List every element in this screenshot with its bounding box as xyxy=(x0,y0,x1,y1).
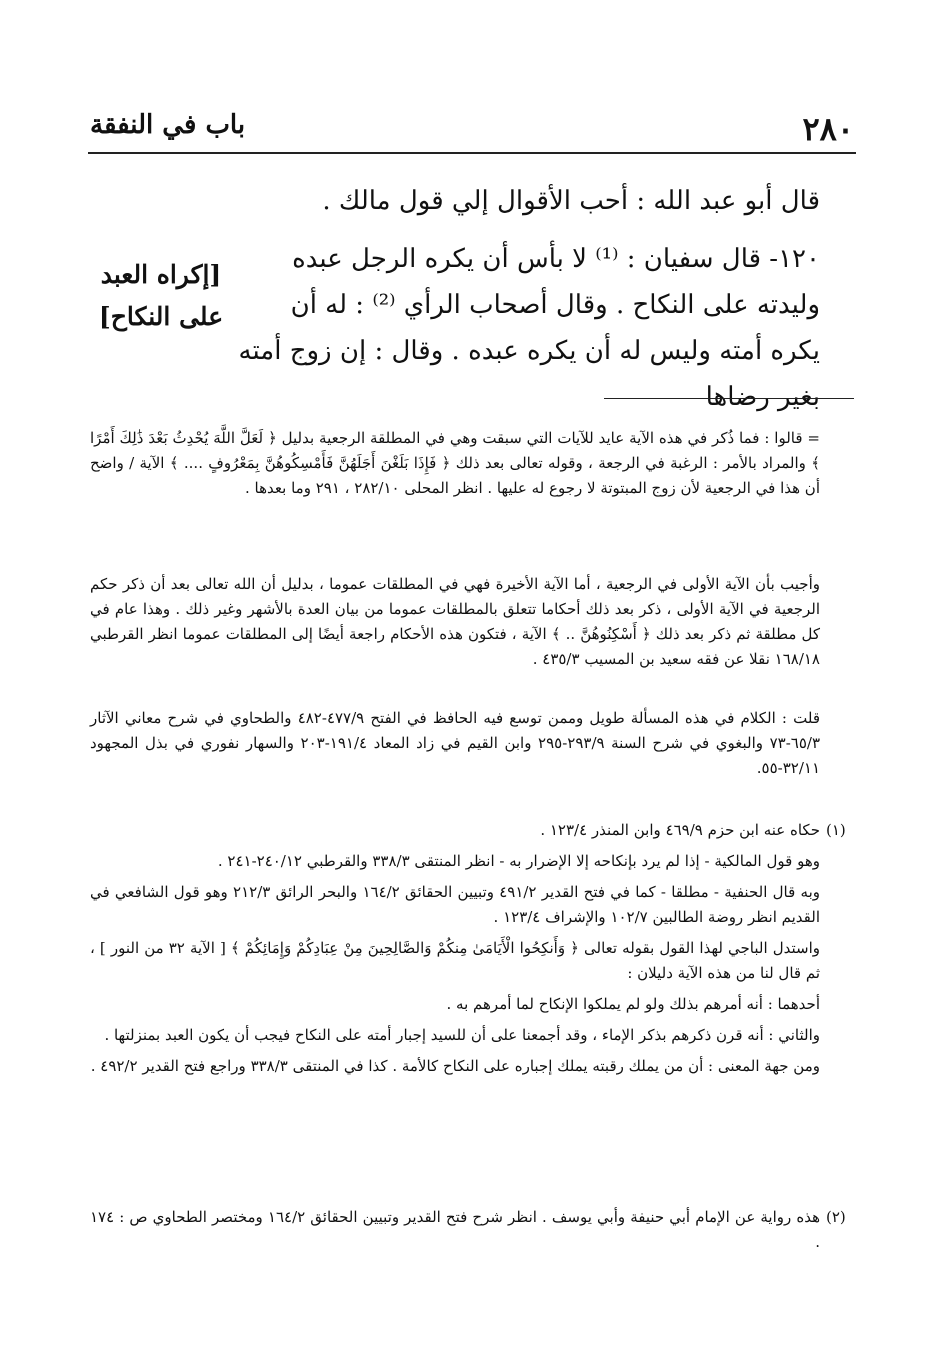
footnote-1 xyxy=(90,818,820,1085)
side-heading xyxy=(86,254,236,338)
footnote-continued xyxy=(90,426,820,501)
footnote-continued-text: = قالوا : فما ذُكر في هذه الآية عايد للآيات التي سبقت وهي في المطلقة الرجعية بدليل ﴿ لَعَلَّ اللَّهَ يُحْدِثُ بَعْدَ ذَٰلِكَ أَمْرًا ﴾ والمراد بالأمر : الرغبة في الرجعة ، وقوله تعالى بعد ذلك ﴿ فَإِذَا بَلَغْنَ أَجَلَهُنَّ فَأَمْسِكُوهُنَّ بِمَعْرُوفٍ .... ﴾ الآية / واضح أن هذا في الرجعية لأن زوج المبتوتة لا رجوع له عليها . انظر المحلى ٢٨٢/١٠ ، ٢٩١ وما بعدها . xyxy=(90,429,820,497)
intro-paragraph: قال أبو عبد الله : أحب الأقوال إلي قول مالك . xyxy=(322,186,820,216)
running-title: باب في النفقة xyxy=(90,110,246,140)
side-heading-line2: على النكاح] xyxy=(98,302,224,331)
footnote-1-paragraph: وبه قال الحنفية - مطلقا - كما في فتح القدير ٤٩١/٢ وتبيين الحقائق ١٦٤/٢ والبحر الرائق ٢١٢/٣ وهو قول الشافعي في القديم انظر روضة الطالبين ١٠٢/٧ والإشراف ١٢٣/٤ . xyxy=(90,883,820,926)
footnote-answer xyxy=(90,572,820,672)
footnote-1-paragraph: حكاه عنه ابن حزم ٤٦٩/٩ وابن المنذر ١٢٣/٤ . xyxy=(540,821,820,839)
footnote-qult xyxy=(90,706,820,781)
entry-paragraph: ١٢٠- قال سفيان : ⁽¹⁾ لا بأس أن يكره الرجل عبده وليدته على النكاح . وقال أصحاب الرأي ⁽²⁾ : له أن يكره أمته وليس له أن يكره عبده . وقال : إن زوج أمته بغير رضاها xyxy=(238,244,820,412)
footnote-qult-text: قلت : الكلام في هذه المسألة طويل وممن توسع فيه الحافظ في الفتح ٤٧٧/٩-٤٨٢ والطحاوي في شرح معاني الآثار ٦٥/٣-٧٣ والبغوي في شرح السنة ٢٩٣/٩-٢٩٥ وابن القيم في زاد المعاد ١٩١/٤-٢٠٣ والسهار نفوري في بذل المجهود ٣٢/١١-٥٥. xyxy=(90,709,821,777)
side-heading-line1: [إكراه العبد xyxy=(100,260,222,289)
footnote-1-paragraph: والثاني : أنه قرن ذكرهم بذكر الإماء ، وقد أجمعنا على أن للسيد إجبار أمته على النكاح فيجب أن يكون العبد بمنزلتها . xyxy=(104,1026,820,1044)
footnote-2 xyxy=(90,1205,820,1255)
footnote-answer-text: وأجيب بأن الآية الأولى في الرجعية ، أما الآية الأخيرة فهي في المطلقات عموما ، بدليل أن الله تعالى بعد أن ذكر حكم الرجعية في الآية الأولى ، ذكر بعد ذلك أحكاما تتعلق بالمطلقات عموما من بيان العدة بالأشهر وغير ذلك . وهذا عام في كل مطلقة ثم ذكر بعد ذلك ﴿ أَسْكِنُوهُنَّ .. ﴾ الآية ، فتكون هذه الأحكام راجعة أيضًا إلى المطلقات عموما انظر القرطبي ١٦٨/١٨ نقلا عن فقه سعيد بن المسيب ٤٣٥/٣ . xyxy=(90,575,820,668)
footnote-1-paragraph: أحدهما : أنه أمرهم بذلك ولو لم يملكوا الإنكاح لما أمرهم به . xyxy=(446,995,820,1013)
footnote-1-paragraph: ومن جهة المعنى : أن من يملك رقبته يملك إجباره على النكاح كالأمة . كذا في المنتقى ٣٣٨/٣ وراجع فتح القدير ٤٩٢/٢ . xyxy=(90,1057,820,1075)
footnote-1-paragraph: واستدل الباجي لهذا القول بقوله تعالى ﴿ وَأَنكِحُوا الْأَيَامَىٰ مِنكُمْ وَالصَّالِحِينَ مِنْ عِبَادِكُمْ وَإِمَائِكُمْ ﴾ [ الآية ٣٢ من النور ] ، ثم قال لنا من هذه الآية دليلان : xyxy=(90,939,820,982)
footnote-2-paragraph: هذه رواية عن الإمام أبي حنيفة وأبي يوسف . انظر شرح فتح القدير وتبيين الحقائق ١٦٤/٢ ومختصر الطحاوي ص : ١٧٤ . xyxy=(90,1208,820,1251)
page-number: ٢٨٠ xyxy=(802,110,854,148)
footnote-1-number: (١) xyxy=(826,821,846,839)
footnote-1-paragraph: وهو قول المالكية - إذا لم يرد بإنكاحه إلا الإضرار به - انظر المنتقى ٣٣٨/٣ والقرطبي ٢٤٠/١٢-٢٤١ . xyxy=(217,852,820,870)
page-header xyxy=(88,104,856,154)
footnote-separator xyxy=(604,398,854,399)
footnote-2-number: (٢) xyxy=(826,1208,846,1226)
